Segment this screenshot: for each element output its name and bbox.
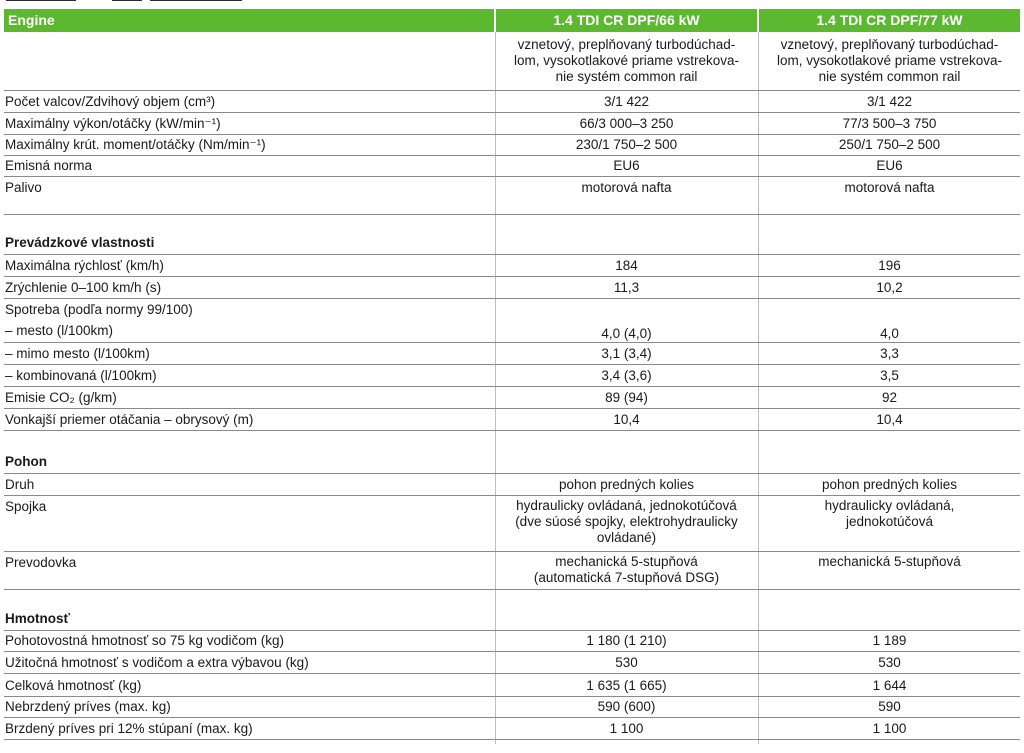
cell-engine-77kw: hydraulicky ovládaná, jednokotúčová (824, 498, 955, 529)
row-label: Celková hmotnosť (kg) (5, 678, 142, 693)
section-heading-row (4, 453, 1020, 474)
cell-engine-77kw: 530 (878, 655, 901, 670)
cell-engine-77kw: 3,5 (880, 368, 899, 383)
cell-engine-66kw: 3/1 422 (603, 94, 650, 109)
row-label: – mimo mesto (l/100km) (5, 346, 150, 361)
table-row (4, 498, 1020, 552)
table-row (4, 179, 1020, 215)
header-engine-77kw: 1.4 TDI CR DPF/77 kW (759, 9, 1020, 32)
section-heading: Pohon (5, 454, 47, 469)
cell-engine-66kw: 1 100 (609, 721, 644, 736)
table-row (4, 720, 1020, 740)
cell-engine-77kw: 196 (878, 258, 901, 273)
table-row (4, 345, 1020, 365)
table-row (4, 554, 1020, 590)
cell-engine-77kw: vznetový, preplňovaný turbodúchad- lom, vysokotlakové priame vstrekova- nie systém common rail (776, 37, 1003, 84)
row-label: Pohotovostná hmotnosť so 75 kg vodičom (kg) (5, 633, 284, 648)
table-row (4, 476, 1020, 496)
cell-engine-66kw: vznetový, preplňovaný turbodúchad- lom, vysokotlakové priame vstrekova- nie systém common rail (513, 37, 740, 84)
cell-engine-77kw: EU6 (876, 158, 903, 173)
table-row (4, 279, 1020, 299)
row-label: Vonkajší priemer otáčania – obrysový (m) (5, 412, 254, 427)
cell-engine-77kw: 10,2 (876, 280, 903, 295)
row-label: Zrýchlenie 0–100 km/h (s) (5, 280, 162, 295)
cell-engine-66kw: 89 (94) (605, 390, 648, 405)
cell-engine-77kw: 1 100 (872, 721, 907, 736)
row-label: Spotreba (podľa normy 99/100) (5, 302, 193, 317)
header-engine: Engine (4, 9, 494, 32)
cell-engine-77kw: 250/1 750–2 500 (838, 137, 941, 152)
table-row (4, 389, 1020, 409)
table-row (4, 654, 1020, 674)
table-row (4, 632, 1020, 652)
cell-engine-77kw: mechanická 5-stupňová (818, 554, 961, 569)
table-row (4, 257, 1020, 277)
cell-engine-66kw: motorová nafta (581, 180, 672, 195)
row-label: Prevodovka (5, 555, 77, 570)
section-heading-row (4, 234, 1020, 255)
row-label: Emisná norma (5, 158, 93, 173)
cell-engine-66kw: 530 (615, 655, 638, 670)
row-label: Maximálny krút. moment/otáčky (Nm/min⁻¹) (5, 137, 266, 152)
cell-engine-77kw: 10,4 (876, 412, 903, 427)
row-label: Maximálny výkon/otáčky (kW/min⁻¹) (5, 116, 221, 131)
table-row (4, 411, 1020, 431)
cell-engine-77kw: pohon predných kolies (821, 477, 958, 492)
row-label: – mesto (l/100km) (5, 323, 114, 338)
cropped-heading-fragment (0, 0, 1024, 6)
table-row (4, 37, 1020, 91)
table-row (4, 322, 1020, 343)
cell-engine-77kw: motorová nafta (844, 180, 935, 195)
row-label: Maximálna rýchlosť (km/h) (5, 258, 164, 273)
table-row (4, 677, 1020, 697)
cell-engine-77kw: 3/1 422 (866, 94, 913, 109)
row-label: Palivo (5, 180, 42, 195)
row-label: Nebrzdený príves (max. kg) (5, 699, 171, 714)
cell-engine-77kw: 1 644 (872, 678, 907, 693)
cell-engine-66kw: 1 635 (1 665) (586, 678, 667, 693)
section-heading-row (4, 610, 1020, 631)
table-header (4, 9, 1020, 32)
table-row (4, 115, 1020, 135)
table-row (4, 157, 1020, 177)
header-engine-66kw: 1.4 TDI CR DPF/66 kW (496, 9, 757, 32)
cell-engine-77kw: 590 (878, 699, 901, 714)
row-label: Užitočná hmotnosť s vodičom a extra výbavou (kg) (5, 655, 309, 670)
table-row (4, 698, 1020, 718)
row-label: Brzdený príves pri 12% stúpaní (max. kg) (5, 721, 253, 736)
table-row (4, 301, 1020, 321)
cell-engine-66kw: 184 (615, 258, 638, 273)
cell-engine-77kw: 1 189 (872, 633, 907, 648)
row-label: Počet valcov/Zdvihový objem (cm³) (5, 94, 216, 109)
cell-engine-66kw: pohon predných kolies (558, 477, 695, 492)
cell-engine-66kw: 66/3 000–3 250 (579, 116, 674, 131)
cell-engine-77kw: 3,3 (880, 346, 899, 361)
cell-engine-66kw: 4,0 (4,0) (601, 326, 652, 341)
cell-engine-77kw: 77/3 500–3 750 (842, 116, 937, 131)
table-row (4, 367, 1020, 387)
cell-engine-77kw: 92 (881, 390, 898, 405)
cell-engine-66kw: 1 180 (1 210) (586, 633, 667, 648)
cell-engine-66kw: 3,1 (3,4) (601, 346, 652, 361)
cell-engine-66kw: EU6 (613, 158, 640, 173)
row-label: Druh (5, 477, 35, 492)
row-label: Emisie CO₂ (g/km) (5, 390, 117, 405)
cell-engine-77kw: 4,0 (880, 326, 899, 341)
section-heading: Hmotnosť (5, 611, 70, 626)
cell-engine-66kw: 11,3 (613, 280, 640, 295)
cell-engine-66kw: 590 (600) (597, 699, 656, 714)
cell-engine-66kw: 3,4 (3,6) (601, 368, 652, 383)
row-label: Spojka (5, 499, 47, 514)
cell-engine-66kw: hydraulicky ovládaná, jednokotúčová (dve súosé spojky, elektrohydraulicky ovládané) (515, 498, 738, 545)
cell-engine-66kw: 230/1 750–2 500 (575, 137, 678, 152)
table-row (4, 93, 1020, 113)
cell-engine-66kw: 10,4 (613, 412, 640, 427)
row-label: – kombinovaná (l/100km) (5, 368, 157, 383)
table-row (4, 136, 1020, 156)
section-heading: Prevádzkové vlastnosti (5, 235, 155, 250)
cell-engine-66kw: mechanická 5-stupňová (automatická 7-stupňová DSG) (533, 554, 720, 585)
